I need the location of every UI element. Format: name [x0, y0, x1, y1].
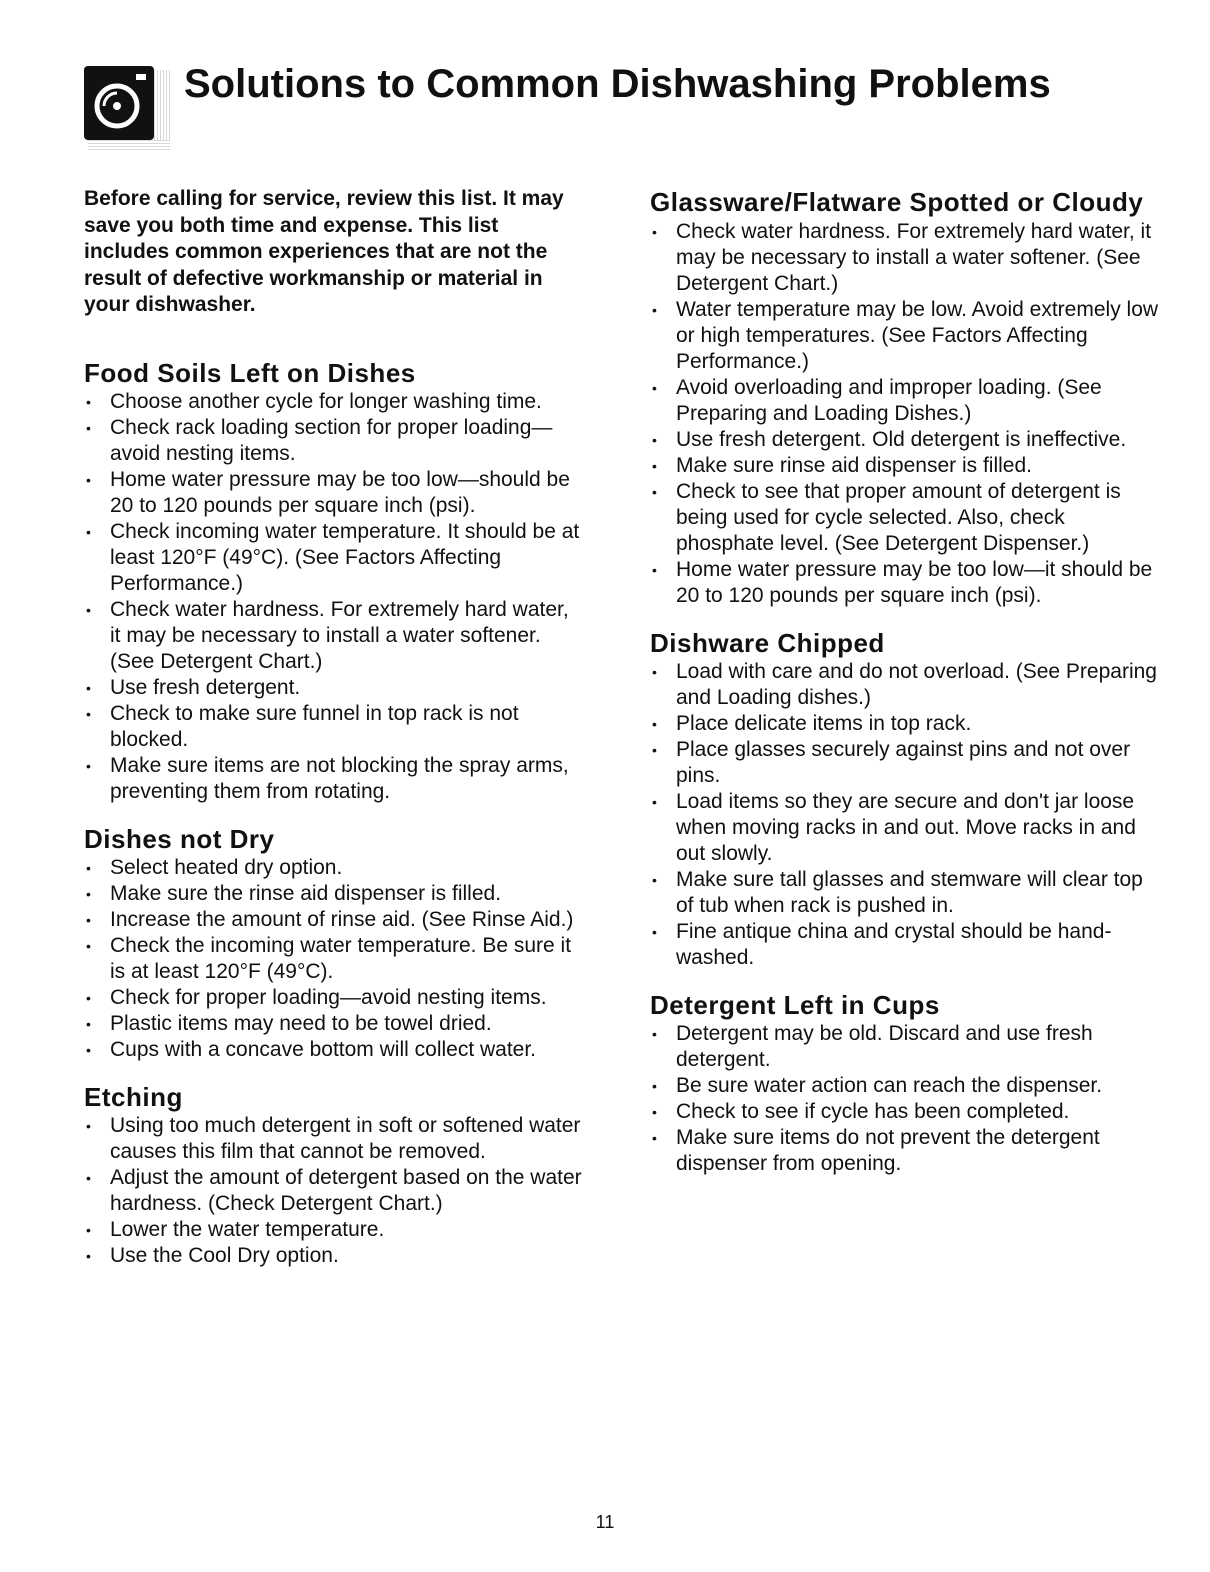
section-title: Glassware/Flatware Spotted or Cloudy	[650, 187, 1144, 217]
list-item: • Home water pressure may be too low—should be 20 to 120 pounds per square inch (psi).	[84, 467, 584, 519]
list-item: • Check for proper loading—avoid nesting items.	[84, 985, 584, 1011]
bullet-list	[84, 389, 584, 805]
list-item: • Avoid overloading and improper loading. (See Preparing and Loading Dishes.)	[650, 375, 1160, 427]
section-glassware-spotted	[650, 186, 1160, 609]
section-title: Dishes not Dry	[84, 823, 275, 854]
list-item: • Home water pressure may be too low—it should be 20 to 120 pounds per square inch (psi).	[650, 557, 1160, 609]
list-item: • Check to see that proper amount of detergent is being used for cycle selected. Also, check phosphate level. (See Detergent Dispenser.)	[650, 479, 1160, 557]
list-item: • Detergent may be old. Discard and use fresh detergent.	[650, 1021, 1160, 1073]
list-item: • Select heated dry option.	[84, 855, 584, 881]
list-item: • Plastic items may need to be towel dried.	[84, 1011, 584, 1037]
logo-shadow-bottom	[88, 140, 170, 150]
list-item: • Lower the water temperature.	[84, 1217, 584, 1243]
list-item: • Use fresh detergent. Old detergent is ineffective.	[650, 427, 1160, 453]
left-column	[84, 186, 584, 1287]
page-title: Solutions to Common Dishwashing Problems	[184, 62, 1051, 106]
list-item: • Place delicate items in top rack.	[650, 711, 1160, 737]
logo-shadow	[154, 70, 170, 150]
list-item: • Use the Cool Dry option.	[84, 1243, 584, 1269]
list-item: • Choose another cycle for longer washing time.	[84, 389, 584, 415]
list-item: • Make sure items do not prevent the detergent dispenser from opening.	[650, 1125, 1160, 1177]
list-item: • Use fresh detergent.	[84, 675, 584, 701]
page-number: 11	[595, 1512, 615, 1532]
bullet-list	[650, 659, 1160, 971]
section-etching	[84, 1081, 584, 1269]
section-detergent-left	[650, 989, 1160, 1177]
dishwasher-icon	[84, 66, 154, 140]
list-item: • Load items so they are secure and don't jar loose when moving racks in and out. Move racks in and out slowly.	[650, 789, 1160, 867]
list-item: • Check incoming water temperature. It should be at least 120°F (49°C). (See Factors Affecting Performance.)	[84, 519, 584, 597]
list-item: • Check the incoming water temperature. Be sure it is at least 120°F (49°C).	[84, 933, 584, 985]
right-column	[650, 186, 1160, 1195]
list-item: • Make sure items are not blocking the spray arms, preventing them from rotating.	[84, 753, 584, 805]
list-item: • Make sure rinse aid dispenser is filled.	[650, 453, 1160, 479]
list-item: • Check to make sure funnel in top rack is not blocked.	[84, 701, 584, 753]
list-item: • Check water hardness. For extremely hard water, it may be necessary to install a water softener. (See Detergent Chart.)	[84, 597, 584, 675]
list-item: • Check rack loading section for proper loading—avoid nesting items.	[84, 415, 584, 467]
list-item: • Adjust the amount of detergent based on the water hardness. (Check Detergent Chart.)	[84, 1165, 584, 1217]
list-item: • Make sure the rinse aid dispenser is filled.	[84, 881, 584, 907]
bullet-list	[650, 1021, 1160, 1177]
list-item: • Using too much detergent in soft or softened water causes this film that cannot be removed.	[84, 1113, 584, 1165]
list-item: • Fine antique china and crystal should be hand-washed.	[650, 919, 1160, 971]
list-item: • Make sure tall glasses and stemware will clear top of tub when rack is pushed in.	[650, 867, 1160, 919]
section-dishes-not-dry	[84, 823, 584, 1063]
list-item: • Place glasses securely against pins and not over pins.	[650, 737, 1160, 789]
section-food-soils	[84, 357, 584, 805]
intro-text: Before calling for service, review this list. It may save you both time and expense. This list includes common experiences that are not the result of defective workmanship or material in your dishwasher.	[84, 187, 564, 316]
section-title: Food Soils Left on Dishes	[84, 357, 416, 388]
list-item: • Cups with a concave bottom will collect water.	[84, 1037, 584, 1063]
bullet-list	[650, 219, 1160, 609]
section-dishware-chipped	[650, 627, 1160, 971]
bullet-list	[84, 1113, 584, 1269]
section-title: Etching	[84, 1081, 183, 1112]
bullet-list	[84, 855, 584, 1063]
list-item: • Be sure water action can reach the dispenser.	[650, 1073, 1160, 1099]
list-item: • Check to see if cycle has been completed.	[650, 1099, 1160, 1125]
list-item: • Check water hardness. For extremely hard water, it may be necessary to install a water softener. (See Detergent Chart.)	[650, 219, 1160, 297]
page-header	[84, 60, 1144, 150]
section-title: Detergent Left in Cups	[650, 990, 940, 1020]
list-item: • Increase the amount of rinse aid. (See Rinse Aid.)	[84, 907, 584, 933]
section-title: Dishware Chipped	[650, 628, 885, 658]
list-item: • Water temperature may be low. Avoid extremely low or high temperatures. (See Factors Affecting Performance.)	[650, 297, 1160, 375]
list-item: • Load with care and do not overload. (See Preparing and Loading dishes.)	[650, 659, 1160, 711]
